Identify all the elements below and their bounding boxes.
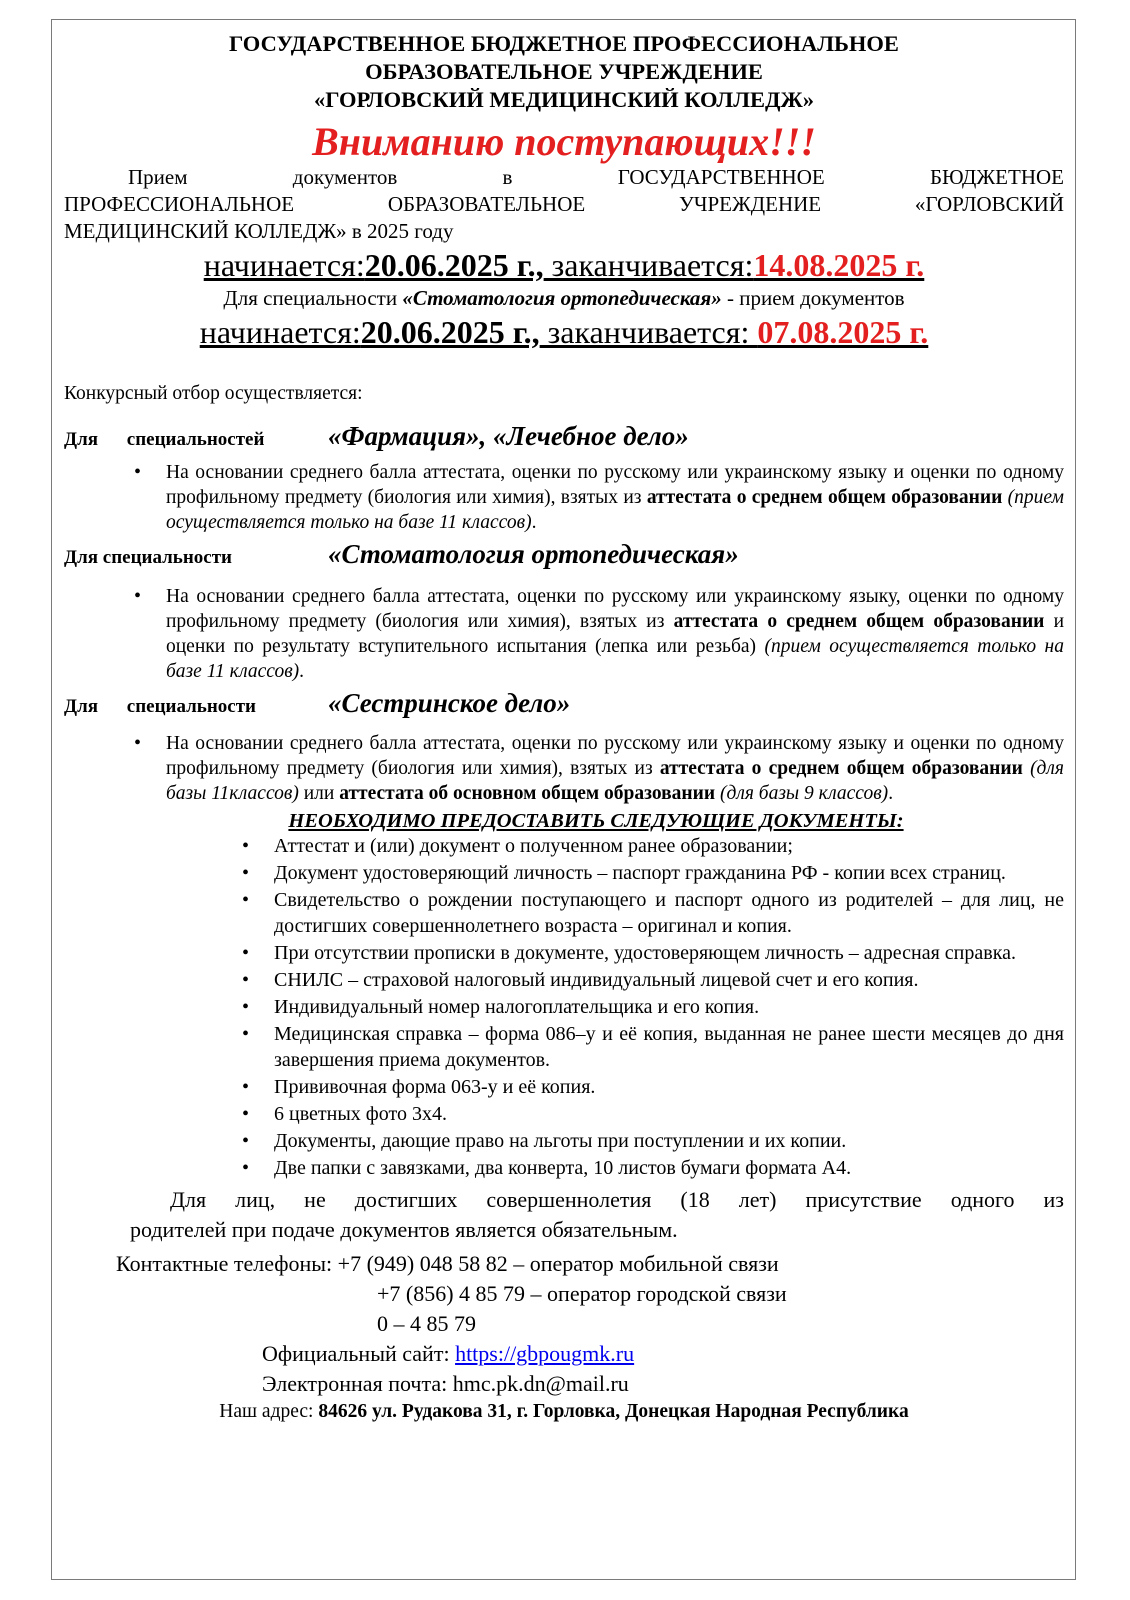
site-row [64,1339,1064,1369]
specialty-name: «Сестринское дело» [328,688,571,718]
specialty-row-1 [64,421,1064,452]
phone-city: +7 (856) 4 85 79 – оператор городской связи [377,1281,787,1306]
list-item: • При отсутствии прописки в документе, удостоверяющем личность – адресная справка. [64,940,1064,966]
minors-note-line-2: родителей при подаче документов является обязательным. [130,1217,678,1242]
specialty-row-2 [64,539,1064,570]
list-item: • 6 цветных фото 3х4. [64,1101,1064,1127]
site-label: Официальный сайт: [262,1341,456,1366]
phone-short: 0 – 4 85 79 [377,1311,476,1336]
minors-note [64,1185,1064,1245]
special-note-suffix: - прием документов [721,286,905,310]
starts-date: 20.06.2025 г., [364,247,544,283]
header-line-2: ОБРАЗОВАТЕЛЬНОЕ УЧРЕЖДЕНИЕ [365,59,763,84]
list-item: • Прививочная форма 063-у и её копия. [64,1074,1064,1100]
ends-date: 07.08.2025 г. [757,314,929,350]
dates-stomatology [64,312,1064,352]
special-note-name: «Стоматология ортопедическая» [402,286,722,310]
phone-row-1 [64,1249,1064,1279]
specialty-criteria-1 [64,460,1064,535]
specialty-label: Для специальности [64,696,257,717]
address-row [64,1399,1064,1425]
list-item: • СНИЛС – страховой налоговый индивидуальный лицевой счет и его копия. [64,967,1064,993]
ends-label: заканчивается: [543,247,754,283]
phones-label: Контактные телефоны: [116,1251,338,1276]
ends-label: заканчивается: [539,314,758,350]
email-label: Электронная почта: [262,1371,453,1396]
list-item: • На основании среднего балла аттестата, оценки по русскому или украинскому языку и оценки по одному профильному предмету (биология или химия), взятых из аттестата о среднем общем образовании (прием осуществляется только на базе 11 классов). [64,460,1064,535]
contacts-block [64,1249,1064,1399]
header-line-3: «ГОРЛОВСКИЙ МЕДИЦИНСКИЙ КОЛЛЕДЖ» [314,87,814,112]
email-value: hmc.pk.dn@mail.ru [452,1371,629,1396]
selection-intro: Конкурсный отбор осуществляется: [64,383,363,404]
specialty-name: «Стоматология ортопедическая» [328,539,739,569]
special-note-prefix: Для специальности [223,286,403,310]
starts-label: начинается: [203,247,365,283]
specialty-name: «Фармация», «Лечебное дело» [328,421,689,451]
starts-date: 20.06.2025 г., [360,314,540,350]
specialty-criteria-2 [64,584,1064,684]
special-note [64,285,1064,312]
ends-date: 14.08.2025 г. [753,247,925,283]
intro-line-3: МЕДИЦИНСКИЙ КОЛЛЕДЖ» в 2025 году [64,219,454,243]
header-line-1: ГОСУДАРСТВЕННОЕ БЮДЖЕТНОЕ ПРОФЕССИОНАЛЬНОЕ [229,31,899,56]
list-item: • Индивидуальный номер налогоплательщика и его копия. [64,994,1064,1020]
specialty-criteria-3 [64,731,1064,806]
address-label: Наш адрес: [219,1401,319,1422]
address-value: 84626 ул. Рудакова 31, г. Горловка, Донецкая Народная Республика [318,1401,909,1422]
minors-note-line-1: Для лиц, не достигших совершеннолетия (18 лет) присутствие одного из [170,1187,1064,1212]
specialty-label: Для специальности [64,547,233,568]
intro-paragraph [64,164,1064,245]
list-item: • На основании среднего балла аттестата, оценки по русскому или украинскому языку, оценки по одному профильному предмету (биология или химия), взятых из аттестата о среднем общем образовании и оценки по результату вступительного испытания (лепка или резьба) (прием осуществляется только на базе 11 классов). [64,584,1064,684]
attention-title: Вниманию поступающих!!! [312,119,816,164]
documents-list [64,833,1064,1181]
list-item: • Свидетельство о рождении поступающего и паспорт одного из родителей – для лиц, не достигших совершеннолетнего возраста – оригинал и копия. [64,887,1064,939]
dates-general [64,245,1064,285]
list-item: • Аттестат и (или) документ о полученном ранее образовании; [64,833,1064,859]
document-body [64,30,1064,1425]
intro-line-2: ПРОФЕССИОНАЛЬНОЕ ОБРАЗОВАТЕЛЬНОЕ УЧРЕЖДЕНИЕ «ГОРЛОВСКИЙ [64,192,1064,216]
list-item: • На основании среднего балла аттестата, оценки по русскому или украинскому языку и оценки по одному профильному предмету (биология или химия), взятых из аттестата о среднем общем образовании (для базы 11классов) или аттестата об основном общем образовании (для базы 9 классов). [64,731,1064,806]
intro-line-1: Прием документов в ГОСУДАРСТВЕННОЕ БЮДЖЕТНОЕ [128,165,1064,189]
documents-heading: НЕОБХОДИМО ПРЕДОСТАВИТЬ СЛЕДУЮЩИЕ ДОКУМЕНТЫ: [288,810,904,832]
phone-mobile: +7 (949) 048 58 82 – оператор мобильной связи [337,1251,779,1276]
starts-label: начинается: [199,314,361,350]
institution-header [64,30,1064,114]
list-item: • Медицинская справка – форма 086–у и её копия, выданная не ранее шести месяцев до дня завершения приема документов. [64,1021,1064,1073]
list-item: • Документ удостоверяющий личность – паспорт гражданина РФ - копии всех страниц. [64,860,1064,886]
email-row [64,1369,1064,1399]
specialty-label: Для специальностей [64,429,265,450]
list-item: • Две папки с завязками, два конверта, 10 листов бумаги формата А4. [64,1155,1064,1181]
specialty-row-3 [64,688,1064,719]
list-item: • Документы, дающие право на льготы при поступлении и их копии. [64,1128,1064,1154]
site-link[interactable]: https://gbpougmk.ru [455,1341,635,1366]
